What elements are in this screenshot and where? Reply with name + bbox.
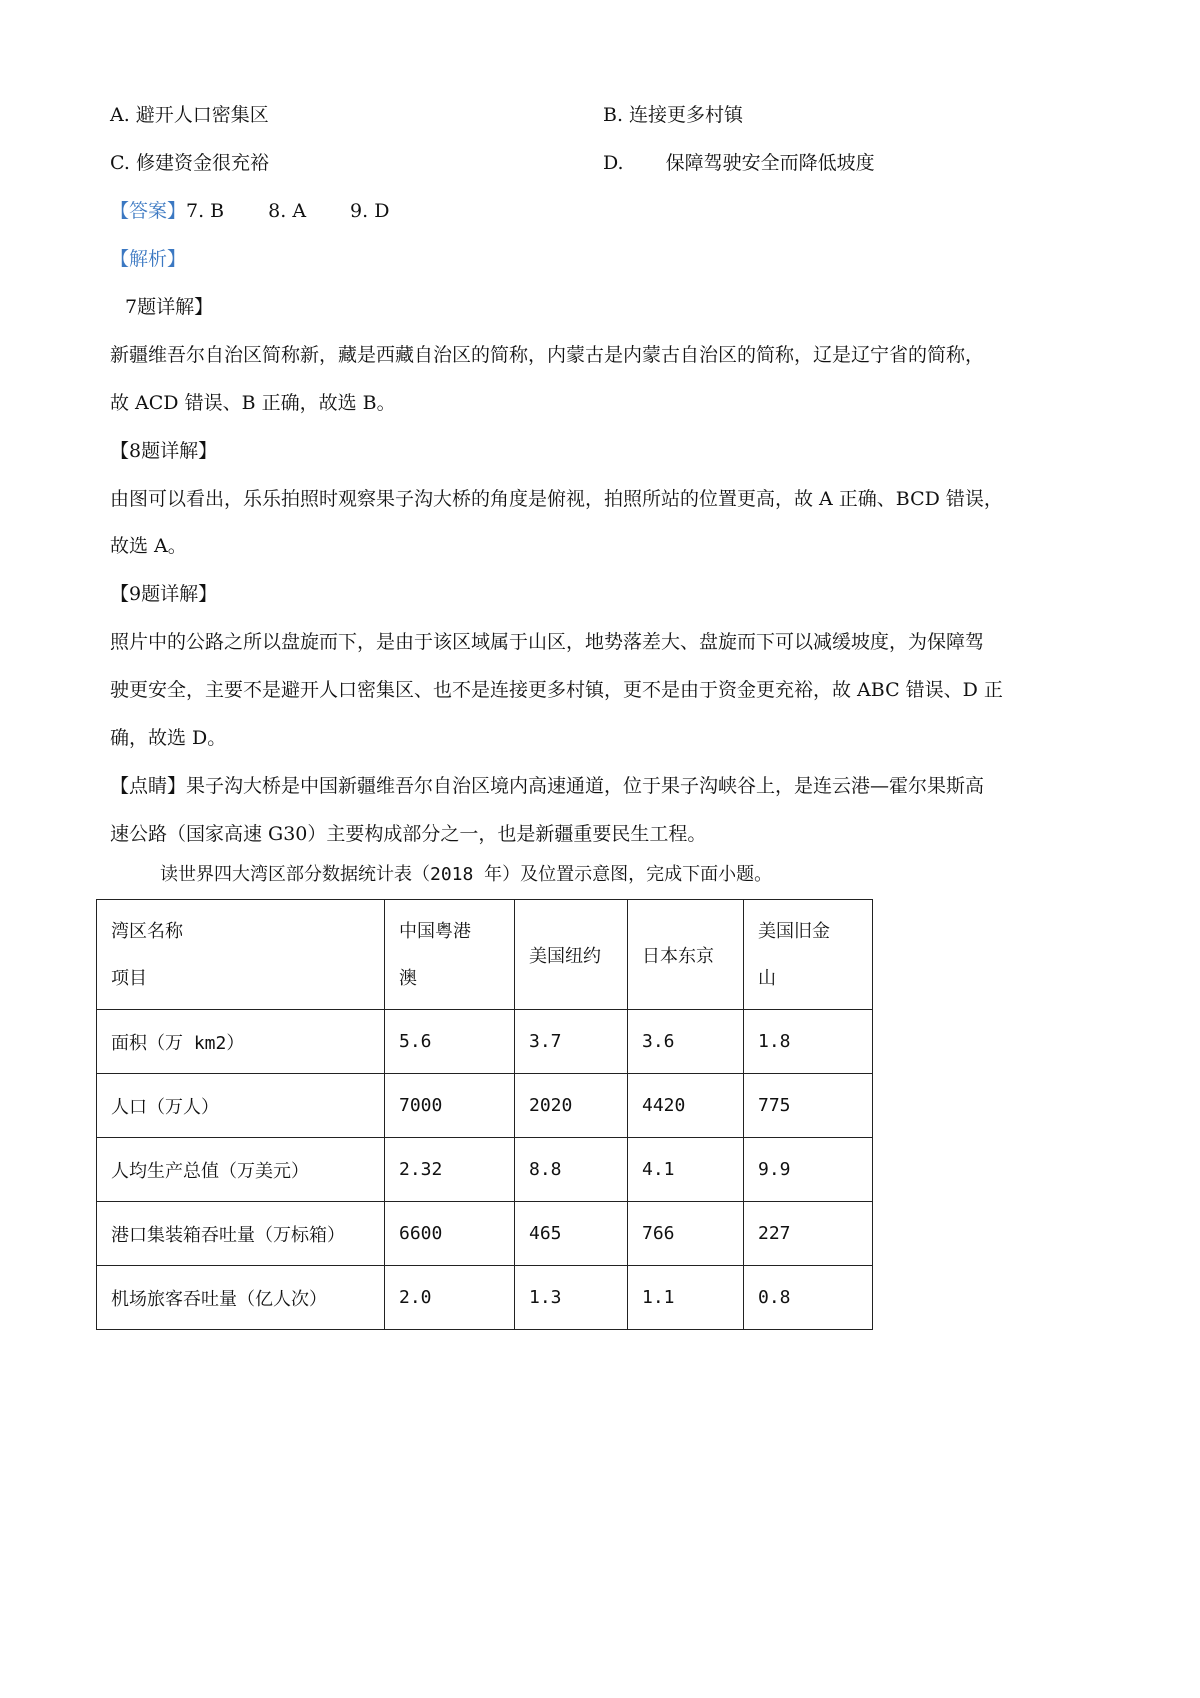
- table-cell: 9.9: [744, 1138, 873, 1202]
- header-bay-name: 湾区名称: [111, 920, 183, 942]
- table-cell: 8.8: [515, 1138, 628, 1202]
- q7-line2: 故 ACD 错误、B 正确，故选 B。: [110, 392, 396, 414]
- table-row: [97, 1010, 873, 1074]
- table-cell: 0.8: [744, 1266, 873, 1330]
- q9-line1: 照片中的公路之所以盘旋而下，是由于该区域属于山区，地势落差大、盘旋而下可以减缓坡度，为保障驾: [110, 631, 985, 653]
- header-cell-guangdong: [385, 900, 515, 1010]
- option-b: B. 连接更多村镇: [603, 104, 744, 126]
- option-a: A. 避开人口密集区: [110, 104, 269, 126]
- table-header-row: [97, 900, 873, 1010]
- table-cell: 3.6: [628, 1010, 744, 1074]
- table-row: [97, 1266, 873, 1330]
- bay-area-stats-table: [96, 899, 873, 1330]
- table-cell: 4420: [628, 1074, 744, 1138]
- note-line1: [110, 773, 984, 799]
- note-label: 【点睛】: [110, 775, 187, 797]
- table-row: [97, 1074, 873, 1138]
- q9-line3: 确，故选 D。: [110, 727, 227, 749]
- q8-title: 【8题详解】: [110, 440, 218, 462]
- table-cell: 6600: [385, 1202, 515, 1266]
- table-row: [97, 1202, 873, 1266]
- header-sanfrancisco-l1: 美国旧金: [758, 920, 830, 942]
- header-cell-newyork: 美国纽约: [515, 900, 628, 1010]
- table-cell: 775: [744, 1074, 873, 1138]
- table-cell: 5.6: [385, 1010, 515, 1074]
- header-guangdong-l1: 中国粤港: [399, 920, 471, 942]
- table-cell: 7000: [385, 1074, 515, 1138]
- header-cell-tokyo: 日本东京: [628, 900, 744, 1010]
- table-cell: 面积（万 km2）: [97, 1010, 385, 1074]
- option-d-letter: D.: [603, 152, 624, 174]
- q8-line2: 故选 A。: [110, 535, 187, 557]
- table-cell: 1.8: [744, 1010, 873, 1074]
- q8-line1: 由图可以看出，乐乐拍照时观察果子沟大桥的角度是俯视，拍照所站的位置更高，故 A 正确、BCD 错误，: [110, 488, 1003, 510]
- table-cell: 人口（万人）: [97, 1074, 385, 1138]
- header-cell-item: [97, 900, 385, 1010]
- answer-8: 8. A: [268, 200, 307, 222]
- analysis-label: 【解析】: [110, 248, 187, 270]
- table-cell: 2.32: [385, 1138, 515, 1202]
- table-cell: 2020: [515, 1074, 628, 1138]
- table-cell: 1.1: [628, 1266, 744, 1330]
- answer-9: 9. D: [350, 200, 390, 222]
- q7-line1: 新疆维吾尔自治区简称新，藏是西藏自治区的简称，内蒙古是内蒙古自治区的简称，辽是辽宁省的简称，: [110, 344, 985, 366]
- table-cell: 3.7: [515, 1010, 628, 1074]
- table-cell: 2.0: [385, 1266, 515, 1330]
- note-line2: 速公路（国家高速 G30）主要构成部分之一，也是新疆重要民生工程。: [110, 823, 707, 845]
- option-d-text: 保障驾驶安全而降低坡度: [665, 152, 875, 174]
- table-row: [97, 1138, 873, 1202]
- table-cell: 4.1: [628, 1138, 744, 1202]
- table-cell: 港口集装箱吞吐量（万标箱）: [97, 1202, 385, 1266]
- option-d: [603, 150, 875, 176]
- table-caption: 读世界四大湾区部分数据统计表（2018 年）及位置示意图，完成下面小题。: [160, 864, 773, 885]
- header-sanfrancisco-l2: 山: [758, 967, 776, 989]
- q7-title: 7题详解】: [125, 296, 214, 318]
- table-cell: 机场旅客吞吐量（亿人次）: [97, 1266, 385, 1330]
- option-c: C. 修建资金很充裕: [110, 152, 269, 174]
- table-cell: 766: [628, 1202, 744, 1266]
- table-cell: 227: [744, 1202, 873, 1266]
- answer-line: [110, 198, 389, 224]
- table-cell: 1.3: [515, 1266, 628, 1330]
- q9-line2: 驶更安全，主要不是避开人口密集区、也不是连接更多村镇，更不是由于资金更充裕，故 ABC 错误、D 正: [110, 679, 1003, 701]
- answer-label: 【答案】: [110, 200, 187, 222]
- header-cell-sanfrancisco: [744, 900, 873, 1010]
- header-guangdong-l2: 澳: [399, 967, 417, 989]
- table-cell: 人均生产总值（万美元）: [97, 1138, 385, 1202]
- q9-title: 【9题详解】: [110, 583, 218, 605]
- answer-7: 7. B: [186, 200, 225, 222]
- header-item: 项目: [111, 967, 147, 989]
- table-cell: 465: [515, 1202, 628, 1266]
- note-text-1: 果子沟大桥是中国新疆维吾尔自治区境内高速通道，位于果子沟峡谷上，是连云港—霍尔果斯高: [186, 775, 985, 797]
